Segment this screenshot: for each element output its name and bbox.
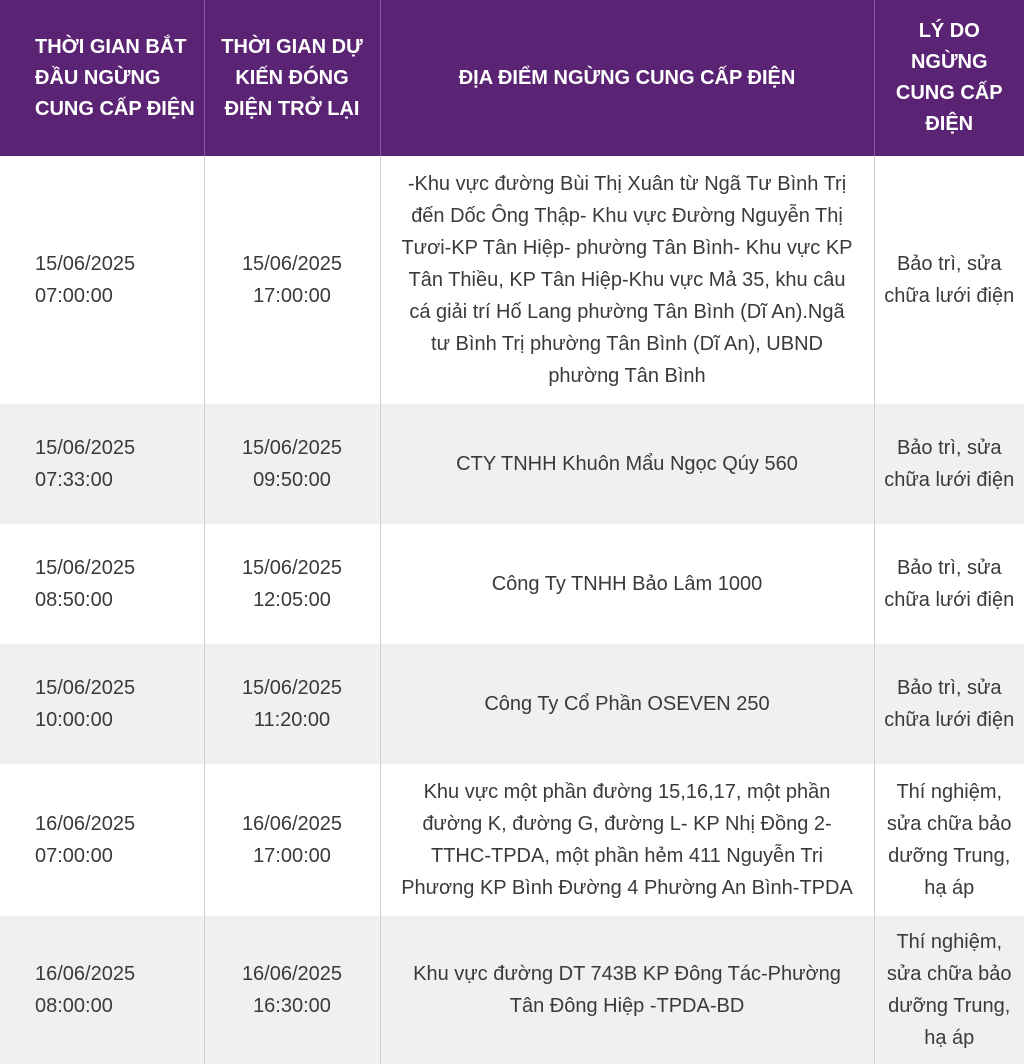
end-clock: 09:50:00	[253, 469, 331, 491]
header-reason: LÝ DO NGỪNG CUNG CẤP ĐIỆN	[874, 0, 1024, 156]
end-date: 15/06/2025	[241, 557, 343, 579]
table-row	[0, 156, 1024, 404]
location-cell: Khu vực đường DT 743B KP Đông Tác-Phường Tân Đông Hiệp -TPDA-BD	[380, 916, 874, 1064]
header-start-time: THỜI GIAN BẮT ĐẦU NGỪNG CUNG CẤP ĐIỆN	[0, 0, 204, 156]
location-cell: CTY TNHH Khuôn Mẩu Ngọc Qúy 560	[380, 404, 874, 524]
end-date: 16/06/2025	[241, 813, 343, 835]
start-clock: 08:50:00	[35, 589, 113, 611]
location-cell: Khu vực một phần đường 15,16,17, một phần đường K, đường G, đường L- KP Nhị Đồng 2-TTHC-TPDA, một phần hẻm 411 Nguyễn Tri Phương KP Bình Đường 4 Phường An Bình-TPDA	[380, 764, 874, 916]
end-time-cell	[204, 644, 380, 764]
end-clock: 17:00:00	[253, 285, 331, 307]
end-date: 15/06/2025	[241, 677, 343, 699]
reason-cell: Bảo trì, sửa chữa lưới điện	[874, 644, 1024, 764]
end-time-cell	[204, 764, 380, 916]
start-clock: 10:00:00	[35, 709, 113, 731]
end-time-cell	[204, 916, 380, 1064]
start-time-cell	[0, 916, 204, 1064]
start-date: 16/06/2025	[35, 963, 136, 985]
end-clock: 16:30:00	[253, 995, 331, 1017]
end-date: 15/06/2025	[241, 253, 343, 275]
location-cell: Công Ty TNHH Bảo Lâm 1000	[380, 524, 874, 644]
header-location: ĐỊA ĐIỂM NGỪNG CUNG CẤP ĐIỆN	[380, 0, 874, 156]
table-row	[0, 644, 1024, 764]
table-row	[0, 764, 1024, 916]
start-date: 15/06/2025	[35, 677, 136, 699]
reason-cell: Bảo trì, sửa chữa lưới điện	[874, 156, 1024, 404]
start-time-cell	[0, 764, 204, 916]
table-row	[0, 404, 1024, 524]
start-date: 16/06/2025	[35, 813, 136, 835]
start-clock: 07:00:00	[35, 285, 113, 307]
start-date: 15/06/2025	[35, 253, 136, 275]
start-time-cell	[0, 404, 204, 524]
header-end-time: THỜI GIAN DỰ KIẾN ĐÓNG ĐIỆN TRỞ LẠI	[204, 0, 380, 156]
table-row	[0, 916, 1024, 1064]
header-row	[0, 0, 1024, 156]
end-time-cell	[204, 524, 380, 644]
reason-cell: Bảo trì, sửa chữa lưới điện	[874, 524, 1024, 644]
end-clock: 11:20:00	[253, 709, 331, 731]
end-time-cell	[204, 156, 380, 404]
start-clock: 07:33:00	[35, 469, 113, 491]
location-cell: Công Ty Cổ Phần OSEVEN 250	[380, 644, 874, 764]
reason-cell: Thí nghiệm, sửa chữa bảo dưỡng Trung, hạ áp	[874, 764, 1024, 916]
table-row	[0, 524, 1024, 644]
start-date: 15/06/2025	[35, 437, 136, 459]
table-body	[0, 156, 1024, 1064]
start-clock: 08:00:00	[35, 995, 113, 1017]
reason-cell: Thí nghiệm, sửa chữa bảo dưỡng Trung, hạ áp	[874, 916, 1024, 1064]
location-cell: -Khu vực đường Bùi Thị Xuân từ Ngã Tư Bình Trị đến Dốc Ông Thập- Khu vực Đường Nguyễn Thị Tươi-KP Tân Hiệp- phường Tân Bình- Khu vực KP Tân Thiều, KP Tân Hiệp-Khu vực Mả 35, khu câu cá giải trí Hố Lang phường Tân Bình (Dĩ An).Ngã tư Bình Trị phường Tân Bình (Dĩ An), UBND phường Tân Bình	[380, 156, 874, 404]
end-clock: 17:00:00	[253, 845, 331, 867]
end-date: 16/06/2025	[241, 963, 343, 985]
start-time-cell	[0, 156, 204, 404]
reason-cell: Bảo trì, sửa chữa lưới điện	[874, 404, 1024, 524]
start-time-cell	[0, 644, 204, 764]
start-clock: 07:00:00	[35, 845, 113, 867]
end-date: 15/06/2025	[241, 437, 343, 459]
end-clock: 12:05:00	[253, 589, 331, 611]
start-date: 15/06/2025	[35, 557, 136, 579]
start-time-cell	[0, 524, 204, 644]
end-time-cell	[204, 404, 380, 524]
table-header	[0, 0, 1024, 156]
